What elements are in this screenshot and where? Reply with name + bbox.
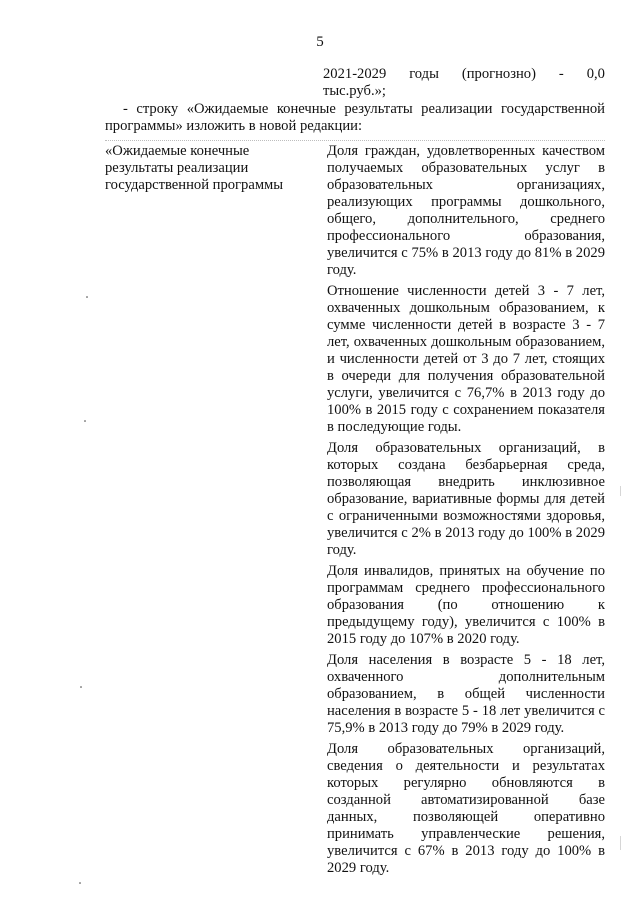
result-paragraph-5: Доля населения в возрасте 5 - 18 лет, охваченного дополнительным образованием, в общей численности населения в возрасте 5 - 18 лет увеличится с 75,9% в 2013 году до 79% в 2029 году.	[327, 652, 605, 736]
amendment-instruction: - строку «Ожидаемые конечные результаты реализации государственной программы» изложить в новой редакции:	[105, 101, 605, 134]
result-paragraph-6: Доля образовательных организаций, сведения о деятельности и результатах которых регулярно обновляются в созданной автоматизированной базе данных, позволяющей оперативно принимать управленческие решения, увеличится с 67% в 2013 году до 100% в 2029 году.	[327, 741, 605, 876]
scan-speck	[79, 882, 81, 884]
funding-forecast: (прогнозно)	[461, 66, 536, 82]
scan-speck	[80, 686, 82, 688]
result-paragraph-2: Отношение численности детей 3 - 7 лет, охваченных дошкольным образованием, к сумме численности детей в возрасте 3 - 7 лет, охваченных дошкольным образованием, и численности детей от 3 до 7 лет, стоящих в очереди для получения образовательной услуги, увеличится с 76,7% в 2013 году до 100% в 2015 году с сохранением показателя в последующие годы.	[327, 283, 605, 435]
row-content	[327, 143, 605, 881]
result-paragraph-1: Доля граждан, удовлетворенных качеством получаемых образовательных услуг в образовательных организациях, реализующих программы дошкольного, общего, дополнительного, среднего профессионального образования, увеличится с 75% в 2013 году до 81% в 2029 году.	[327, 143, 605, 278]
row-label: «Ожидаемые конечные результаты реализации государственной программы	[105, 143, 284, 193]
result-paragraph-3: Доля образовательных организаций, в которых создана безбарьерная среда, позволяющая внедрить инклюзивное образование, вариативные формы для детей с ограниченными возможностями здоровья, увеличится с 2% в 2013 году до 100% в 2029 году.	[327, 440, 605, 558]
page-number: 5	[316, 34, 324, 50]
scan-edge	[620, 836, 621, 850]
scan-speck	[84, 420, 86, 422]
funding-years: 2021-2029	[323, 66, 387, 82]
table-divider	[105, 140, 605, 141]
funding-line	[323, 66, 605, 83]
funding-amount: 0,0	[586, 66, 605, 82]
funding-dash: -	[558, 66, 564, 82]
scan-edge	[620, 486, 621, 496]
result-paragraph-4: Доля инвалидов, принятых на обучение по программам среднего профессионального образования (по отношению к предыдущему году), увеличится с 100% в 2015 году до 107% в 2020 году.	[327, 563, 605, 647]
funding-years-word: годы	[409, 66, 439, 82]
funding-continuation	[323, 66, 605, 100]
funding-unit: тыс.руб.»;	[323, 83, 386, 99]
scan-speck	[86, 296, 88, 298]
